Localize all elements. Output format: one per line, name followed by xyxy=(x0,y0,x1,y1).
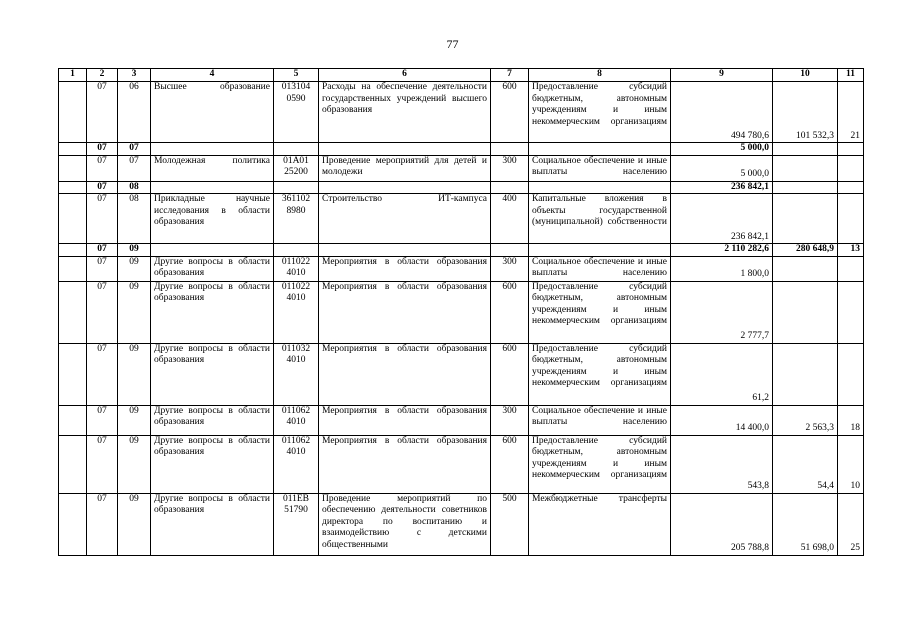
col-3-subchapter: 07 xyxy=(118,155,151,181)
col-4-section-name xyxy=(151,181,274,194)
col-7-expense-type-code: 400 xyxy=(491,194,529,244)
budget-table xyxy=(58,68,864,556)
col-10-amount: 2 563,3 xyxy=(773,405,838,435)
col-5-target-code: 361102 8980 xyxy=(274,194,319,244)
col-9-amount: 14 400,0 xyxy=(671,405,773,435)
col-1-cell xyxy=(59,244,87,257)
header-cell: 1 xyxy=(59,69,87,82)
col-7-expense-type-code xyxy=(491,244,529,257)
col-3-subchapter: 09 xyxy=(118,435,151,493)
col-3-subchapter: 09 xyxy=(118,493,151,555)
col-6-expense-description xyxy=(319,143,491,156)
col-7-expense-type-code: 300 xyxy=(491,405,529,435)
col-1-cell xyxy=(59,143,87,156)
col-6-expense-description xyxy=(319,181,491,194)
col-1-cell xyxy=(59,493,87,555)
col-7-expense-type-code: 300 xyxy=(491,256,529,281)
table-row xyxy=(59,281,864,343)
subtotal-row xyxy=(59,181,864,194)
col-7-expense-type-code: 600 xyxy=(491,435,529,493)
col-5-target-code: 01А01 25200 xyxy=(274,155,319,181)
col-3-subchapter: 09 xyxy=(118,281,151,343)
col-4-section-name xyxy=(151,143,274,156)
col-5-target-code: 013104 0590 xyxy=(274,82,319,143)
col-10-amount xyxy=(773,155,838,181)
col-5-target-code xyxy=(274,143,319,156)
col-4-section-name: Другие вопросы в области образования xyxy=(151,281,274,343)
col-10-amount xyxy=(773,343,838,405)
col-9-amount: 494 780,6 xyxy=(671,82,773,143)
col-10-amount xyxy=(773,143,838,156)
col-3-subchapter: 09 xyxy=(118,244,151,257)
col-6-expense-description: Мероприятия в области образования xyxy=(319,405,491,435)
header-cell: 5 xyxy=(274,69,319,82)
col-6-expense-description: Проведение мероприятий для детей и молодежи xyxy=(319,155,491,181)
col-8-expense-type-name: Социальное обеспечение и иные выплаты населению xyxy=(529,256,671,281)
col-10-amount: 101 532,3 xyxy=(773,82,838,143)
col-10-amount xyxy=(773,281,838,343)
col-2-chapter: 07 xyxy=(87,256,118,281)
col-1-cell xyxy=(59,82,87,143)
col-8-expense-type-name xyxy=(529,181,671,194)
col-8-expense-type-name xyxy=(529,244,671,257)
page-number: 77 xyxy=(446,37,459,51)
col-2-chapter: 07 xyxy=(87,493,118,555)
col-8-expense-type-name xyxy=(529,143,671,156)
col-9-amount: 236 842,1 xyxy=(671,181,773,194)
col-7-expense-type-code xyxy=(491,143,529,156)
col-2-chapter: 07 xyxy=(87,405,118,435)
col-1-cell xyxy=(59,435,87,493)
table-row xyxy=(59,155,864,181)
header-cell: 4 xyxy=(151,69,274,82)
col-6-expense-description: Мероприятия в области образования xyxy=(319,281,491,343)
col-9-amount: 5 000,0 xyxy=(671,143,773,156)
col-10-amount: 51 698,0 xyxy=(773,493,838,555)
col-10-amount: 280 648,9 xyxy=(773,244,838,257)
col-9-amount: 2 777,7 xyxy=(671,281,773,343)
col-1-cell xyxy=(59,405,87,435)
header-row xyxy=(59,69,864,82)
col-5-target-code: 011022 4010 xyxy=(274,281,319,343)
col-4-section-name: Другие вопросы в области образования xyxy=(151,493,274,555)
col-4-section-name: Другие вопросы в области образования xyxy=(151,405,274,435)
header-cell: 3 xyxy=(118,69,151,82)
col-11-value: 21 xyxy=(838,82,864,143)
col-6-expense-description: Мероприятия в области образования xyxy=(319,256,491,281)
col-6-expense-description: Мероприятия в области образования xyxy=(319,435,491,493)
col-4-section-name: Другие вопросы в области образования xyxy=(151,435,274,493)
col-4-section-name: Другие вопросы в области образования xyxy=(151,256,274,281)
col-3-subchapter: 09 xyxy=(118,405,151,435)
col-3-subchapter: 08 xyxy=(118,194,151,244)
col-2-chapter: 07 xyxy=(87,143,118,156)
col-2-chapter: 07 xyxy=(87,181,118,194)
col-11-value: 18 xyxy=(838,405,864,435)
col-7-expense-type-code: 500 xyxy=(491,493,529,555)
col-11-value xyxy=(838,281,864,343)
col-6-expense-description: Проведение мероприятий по обеспечению деятельности советников директора по воспитанию и взаимодействию с детскими общественными xyxy=(319,493,491,555)
col-9-amount: 236 842,1 xyxy=(671,194,773,244)
col-3-subchapter: 08 xyxy=(118,181,151,194)
col-2-chapter: 07 xyxy=(87,281,118,343)
col-3-subchapter: 09 xyxy=(118,256,151,281)
col-11-value xyxy=(838,194,864,244)
col-11-value: 25 xyxy=(838,493,864,555)
col-6-expense-description: Расходы на обеспечение деятельности государственных учреждений высшего образования xyxy=(319,82,491,143)
col-2-chapter: 07 xyxy=(87,244,118,257)
col-6-expense-description: Мероприятия в области образования xyxy=(319,343,491,405)
col-5-target-code xyxy=(274,244,319,257)
col-11-value xyxy=(838,155,864,181)
col-8-expense-type-name: Предоставление субсидий бюджетным, автономным учреждениям и иным некоммерческим организациям xyxy=(529,281,671,343)
subtotal-row xyxy=(59,143,864,156)
col-1-cell xyxy=(59,194,87,244)
col-9-amount: 2 110 282,6 xyxy=(671,244,773,257)
col-9-amount: 205 788,8 xyxy=(671,493,773,555)
col-1-cell xyxy=(59,281,87,343)
header-cell: 8 xyxy=(529,69,671,82)
col-5-target-code: 011022 4010 xyxy=(274,256,319,281)
col-10-amount xyxy=(773,181,838,194)
col-4-section-name: Молодежная политика xyxy=(151,155,274,181)
col-9-amount: 61,2 xyxy=(671,343,773,405)
col-2-chapter: 07 xyxy=(87,155,118,181)
col-11-value xyxy=(838,343,864,405)
col-6-expense-description xyxy=(319,244,491,257)
col-8-expense-type-name: Межбюджетные трансферты xyxy=(529,493,671,555)
header-cell: 2 xyxy=(87,69,118,82)
table-row xyxy=(59,194,864,244)
col-3-subchapter: 09 xyxy=(118,343,151,405)
table-row xyxy=(59,256,864,281)
col-11-value: 13 xyxy=(838,244,864,257)
col-5-target-code: 011062 4010 xyxy=(274,405,319,435)
col-7-expense-type-code xyxy=(491,181,529,194)
col-6-expense-description: Строительство ИТ-кампуса xyxy=(319,194,491,244)
col-3-subchapter: 07 xyxy=(118,143,151,156)
col-8-expense-type-name: Социальное обеспечение и иные выплаты населению xyxy=(529,155,671,181)
col-5-target-code: 011ЕВ 51790 xyxy=(274,493,319,555)
col-8-expense-type-name: Предоставление субсидий бюджетным, автономным учреждениям и иным некоммерческим организациям xyxy=(529,343,671,405)
col-10-amount xyxy=(773,194,838,244)
col-10-amount: 54,4 xyxy=(773,435,838,493)
col-2-chapter: 07 xyxy=(87,435,118,493)
header-cell: 11 xyxy=(838,69,864,82)
header-cell: 9 xyxy=(671,69,773,82)
col-11-value: 10 xyxy=(838,435,864,493)
col-5-target-code: 011062 4010 xyxy=(274,435,319,493)
col-1-cell xyxy=(59,343,87,405)
col-1-cell xyxy=(59,155,87,181)
col-4-section-name: Прикладные научные исследования в области образования xyxy=(151,194,274,244)
col-2-chapter: 07 xyxy=(87,343,118,405)
col-2-chapter: 07 xyxy=(87,82,118,143)
col-7-expense-type-code: 600 xyxy=(491,343,529,405)
col-8-expense-type-name: Предоставление субсидий бюджетным, автономным учреждениям и иным некоммерческим организациям xyxy=(529,435,671,493)
col-4-section-name xyxy=(151,244,274,257)
col-2-chapter: 07 xyxy=(87,194,118,244)
col-4-section-name: Высшее образование xyxy=(151,82,274,143)
header-cell: 7 xyxy=(491,69,529,82)
col-1-cell xyxy=(59,256,87,281)
col-8-expense-type-name: Социальное обеспечение и иные выплаты населению xyxy=(529,405,671,435)
table-row xyxy=(59,82,864,143)
table-row xyxy=(59,343,864,405)
col-9-amount: 543,8 xyxy=(671,435,773,493)
header-cell: 6 xyxy=(319,69,491,82)
col-7-expense-type-code: 300 xyxy=(491,155,529,181)
col-5-target-code: 011032 4010 xyxy=(274,343,319,405)
col-4-section-name: Другие вопросы в области образования xyxy=(151,343,274,405)
subtotal-row xyxy=(59,244,864,257)
col-11-value xyxy=(838,181,864,194)
col-9-amount: 5 000,0 xyxy=(671,155,773,181)
col-1-cell xyxy=(59,181,87,194)
col-7-expense-type-code: 600 xyxy=(491,82,529,143)
col-8-expense-type-name: Капитальные вложения в объекты государственной (муниципальной) собственности xyxy=(529,194,671,244)
col-3-subchapter: 06 xyxy=(118,82,151,143)
col-7-expense-type-code: 600 xyxy=(491,281,529,343)
header-cell: 10 xyxy=(773,69,838,82)
col-11-value xyxy=(838,256,864,281)
col-5-target-code xyxy=(274,181,319,194)
col-8-expense-type-name: Предоставление субсидий бюджетным, автономным учреждениям и иным некоммерческим организациям xyxy=(529,82,671,143)
table-row xyxy=(59,405,864,435)
table-row xyxy=(59,435,864,493)
table-row xyxy=(59,493,864,555)
col-9-amount: 1 800,0 xyxy=(671,256,773,281)
col-10-amount xyxy=(773,256,838,281)
col-11-value xyxy=(838,143,864,156)
